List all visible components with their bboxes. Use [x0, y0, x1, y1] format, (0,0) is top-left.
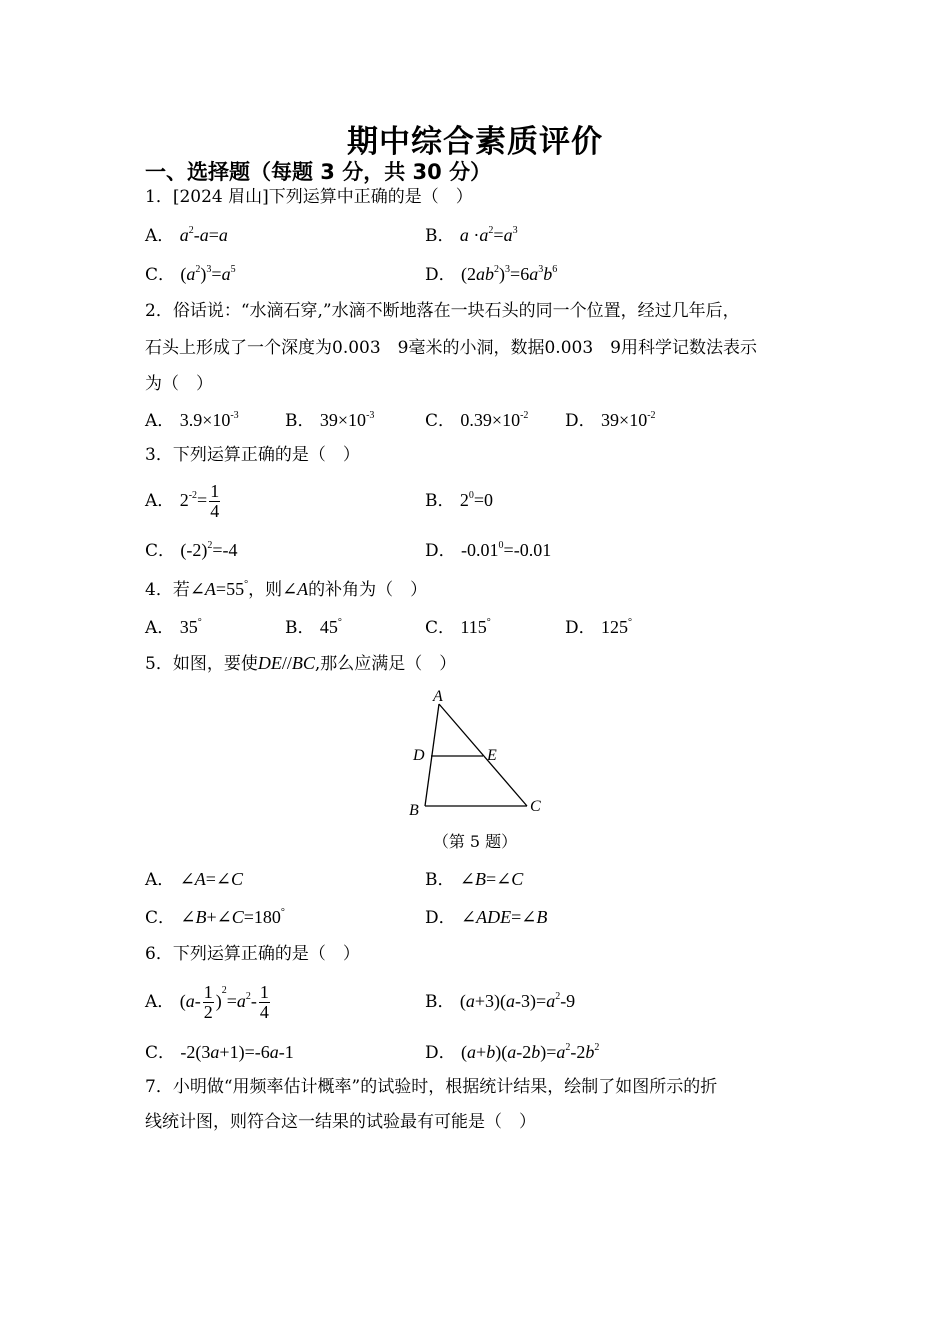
q3-d-label: D． [425, 541, 456, 561]
q1-b-label: B． [425, 226, 455, 246]
q2-option-a [145, 409, 239, 432]
q5-b-label: B． [425, 870, 455, 890]
q2-c-label: C． [425, 411, 456, 431]
q4-c-label: C． [425, 618, 456, 638]
q6-option-b [425, 990, 575, 1013]
q4-d-label: D． [565, 618, 596, 638]
q3-a-label: A． [145, 491, 175, 511]
q7-line-2: 线统计图，则符合这一结果的试验最有可能是（ ） [145, 1112, 536, 1132]
q6-c-expr: -2(3a+1)=-6a-1 [180, 1042, 294, 1062]
q6-b-expr: $(a+3)(a-3)=a^2-9$ [459, 991, 576, 1011]
q3-c-expr: $(-2)^2=-4$ [180, 540, 238, 560]
q4-b-expr: 45° [319, 617, 342, 637]
label-d: D [413, 747, 425, 764]
q1-a-expr: $a^2-a=a$ [179, 225, 228, 245]
q6-d-label: D． [425, 1043, 456, 1063]
q5-option-a [145, 868, 243, 891]
q3-a-expr: $2^{-2}=$ $\frac{1}{4}$ [179, 481, 220, 522]
q2-line-2: 石头上形成了一个深度为0.003 9毫米的小洞，数据0.003 9用科学记数法表示 [145, 338, 757, 358]
q7-line-1: 7．小明做“用频率估计概率”的试验时，根据统计结果，绘制了如图所示的折 [145, 1077, 718, 1097]
q6-option-d [425, 1041, 599, 1064]
q3-option-a [145, 480, 222, 521]
q3-option-d [425, 539, 551, 562]
q1-option-d [425, 263, 557, 286]
q3-option-b [425, 489, 493, 512]
q5-b-expr: ∠B=∠C [459, 869, 524, 889]
q6-option-a [145, 980, 272, 1023]
q2-d-expr: $39\times 10^{-2}$ [601, 410, 656, 430]
q2-a-expr: $3.9\times 10^{-3}$ [179, 410, 239, 430]
q1-d-expr: $(2ab^2)^3=6a^3b^6$ [461, 264, 558, 284]
q4-option-b [285, 616, 342, 639]
q1-d-label: D． [425, 265, 456, 285]
side-ab [425, 704, 439, 806]
q5-option-d [425, 906, 547, 929]
q5-option-b [425, 868, 523, 891]
q1-option-b [425, 224, 518, 247]
label-e: E [487, 747, 497, 764]
q5-c-expr: ∠B+∠C=180° [180, 907, 285, 927]
q5-stem: 5．如图，要使DE//BC,那么应满足（ ） [145, 653, 457, 674]
q1-c-expr: $(a^2)^3=a^5$ [180, 264, 236, 284]
q2-d-label: D． [565, 411, 596, 431]
q6-d-expr: $(a+b)(a-2b)=a^2-2b^2$ [461, 1042, 600, 1062]
figure-caption: （第 5 题） [432, 832, 518, 851]
q3-d-expr: $-0.01^0=-0.01$ [461, 540, 552, 560]
q2-option-c [425, 409, 528, 432]
q2-option-b [285, 409, 374, 432]
q6-b-label: B． [425, 992, 455, 1012]
triangle-figure [400, 684, 560, 824]
q1-option-a [145, 224, 228, 247]
q6-a-label: A． [145, 992, 175, 1012]
q1-c-label: C． [145, 265, 176, 285]
q6-stem: 6．下列运算正确的是（ ） [145, 944, 360, 964]
q5-d-label: D． [425, 908, 456, 928]
q4-option-c [425, 616, 491, 639]
q2-b-label: B． [285, 411, 315, 431]
section-heading: 一、选择题（每题 3 分，共 30 分） [145, 160, 492, 184]
q4-option-d [565, 616, 632, 639]
page-title: 期中综合素质评价 [347, 124, 603, 160]
q4-c-expr: 115° [460, 617, 491, 637]
q1-option-c [145, 263, 236, 286]
q4-d-expr: 125° [601, 617, 633, 637]
q2-a-label: A． [145, 411, 175, 431]
q2-b-expr: $39\times 10^{-3}$ [319, 410, 375, 430]
q5-d-expr: ∠ADE=∠B [461, 907, 548, 927]
q4-a-label: A． [145, 618, 175, 638]
q1-b-expr: $a \cdot a^2=a^3$ [459, 225, 518, 245]
q1-a-label: A． [145, 226, 175, 246]
q3-option-c [145, 539, 238, 562]
q1-stem: 1．[2024 眉山]下列运算中正确的是（ ） [145, 187, 473, 207]
q3-b-expr: $2^0=0$ [459, 490, 494, 510]
q2-line-3: 为（ ） [145, 374, 213, 394]
label-c: C [530, 798, 541, 815]
q2-option-d [565, 409, 656, 432]
q2-line-1: 2．俗话说：“水滴石穿,”水滴不断地落在一块石头的同一个位置，经过几年后， [145, 301, 740, 321]
q2-c-expr: $0.39\times 10^{-2}$ [460, 410, 529, 430]
q3-stem: 3．下列运算正确的是（ ） [145, 445, 360, 465]
q6-c-label: C． [145, 1043, 176, 1063]
q6-a-expr: (a- $\frac{1}{2}$ )$^2=a^2-$ $\frac{1}{4}$ [179, 982, 269, 1023]
q5-a-label: A． [145, 870, 175, 890]
q4-option-a [145, 616, 202, 639]
label-b: B [409, 802, 419, 819]
q4-b-label: B． [285, 618, 315, 638]
q3-c-label: C． [145, 541, 176, 561]
q3-b-label: B． [425, 491, 455, 511]
label-a: A [433, 688, 443, 705]
q5-c-label: C． [145, 908, 176, 928]
q5-a-expr: ∠A=∠C [179, 869, 244, 889]
q6-option-c [145, 1041, 294, 1064]
q4-stem: 4．若∠A=55°，则∠A的补角为（ ） [145, 579, 428, 600]
side-ac [439, 704, 527, 806]
q5-option-c [145, 906, 285, 929]
q4-a-expr: 35° [179, 617, 202, 637]
